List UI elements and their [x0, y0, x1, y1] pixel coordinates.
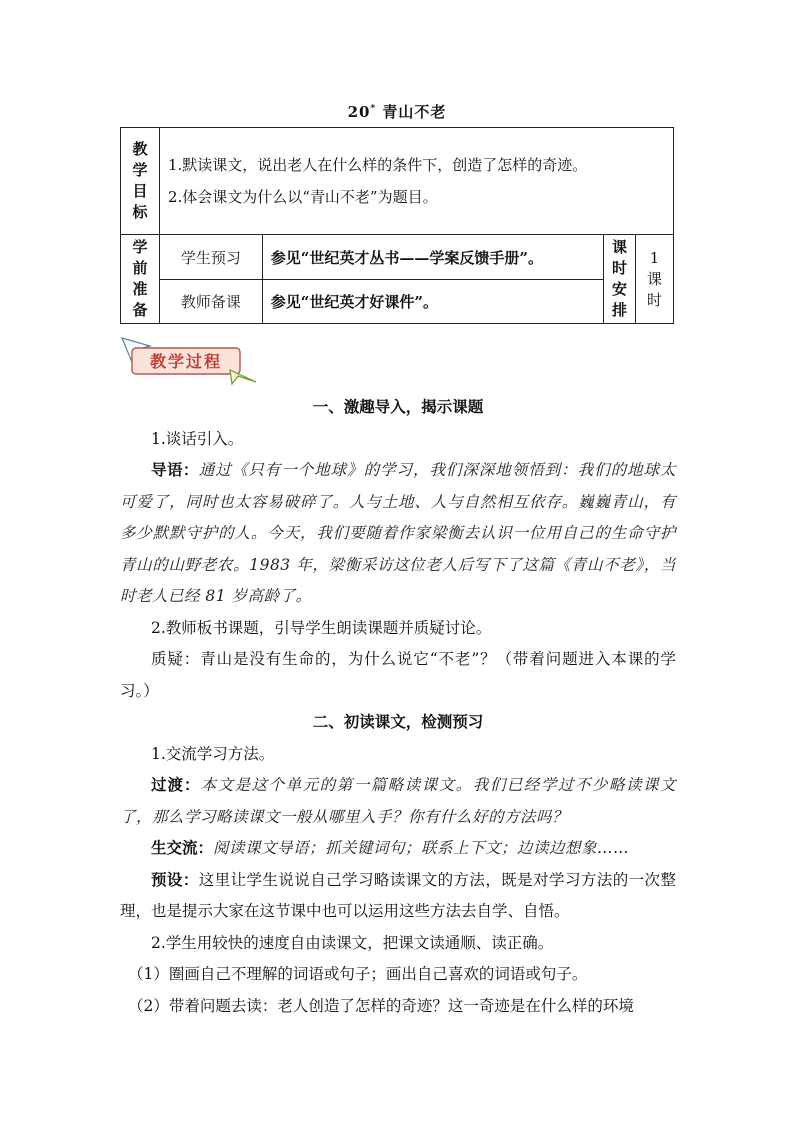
teaching-process — [120, 392, 676, 1022]
step: 2.学生用较快的速度自由读课文，把课文读通顺、读正确。 — [151, 933, 554, 952]
goals-row — [121, 128, 674, 235]
prep-label: 学 前 准 备 — [121, 235, 160, 324]
question-paragraph: 质疑：青山是没有生命的，为什么说它“不老”？（带着问题进入本课的学习。） — [120, 650, 676, 700]
student-prep-ref: 参见“世纪英才丛书——学案反馈手册”。 — [262, 235, 603, 280]
lesson-plan-table — [120, 127, 674, 324]
student-prep-row — [121, 235, 674, 280]
teaching-process-badge — [120, 334, 260, 386]
step: 2.教师板书课题，引导学生朗读课题并质疑讨论。 — [151, 618, 492, 637]
goals-label: 教 学 目 标 — [121, 128, 160, 235]
section-heading: 一、激趣导入，揭示课题 — [312, 398, 484, 416]
lesson-title — [120, 101, 674, 122]
student-prep-label: 学生预习 — [159, 235, 262, 280]
goals-content — [159, 128, 673, 235]
hours-value: 1 课 时 — [636, 235, 674, 324]
lesson-name: 青山不老 — [382, 103, 447, 121]
sub-step: （1）圈画自己不理解的词语或句子；画出自己喜欢的词语或句子。 — [128, 965, 588, 983]
teacher-prep-ref: 参见“世纪英才好课件”。 — [262, 280, 603, 324]
transition-paragraph: 过渡：本文是这个单元的第一篇略读课文。我们已经学过不少略读课文了，那么学习略读课文一般从哪里入手？你有什么好的方法吗？ — [120, 776, 676, 826]
lead-paragraph: 导语：通过《只有一个地球》的学习，我们深深地领悟到：我们的地球太可爱了，同时也太容易破碎了。人与土地、人与自然相互依存。巍巍青山，有多少默默守护的人。今天，我们要随着作家梁衡去认识一位用自己的生命守护青山的山野老农。1983 年，梁衡采访这位老人后写下了这篇《青山不老》，当时老人已经 81 岁高龄了。 — [120, 461, 676, 605]
teacher-prep-label: 教师备课 — [159, 280, 262, 324]
lesson-mark: * — [370, 104, 377, 114]
badge-text: 教学过程 — [149, 352, 223, 371]
student-exchange-paragraph: 生交流：阅读课文导语；抓关键词句；联系上下文；边读边想象…… — [151, 839, 630, 857]
section-heading: 二、初读课文，检测预习 — [312, 713, 484, 731]
sub-step: （2）带着问题去读：老人创造了怎样的奇迹？这一奇迹是在什么样的环境 — [128, 996, 634, 1015]
lesson-number: 20 — [347, 103, 371, 121]
goal-item: 2.体会课文为什么以“青山不老”为题目。 — [167, 188, 438, 206]
preset-paragraph: 预设：这里让学生说说自己学习略读课文的方法，既是对学习方法的一次整理，也是提示大家在这节课中也可以运用这些方法去自学、自悟。 — [120, 870, 676, 920]
goal-item: 1.默读课文，说出老人在什么样的条件下，创造了怎样的奇迹。 — [167, 156, 588, 174]
schedule-label: 课 时 安 排 — [604, 235, 636, 324]
paper-plane-small-icon — [230, 370, 256, 384]
step: 1.交流学习方法。 — [151, 744, 275, 763]
teacher-prep-row — [121, 280, 674, 324]
step: 1.谈话引入。 — [151, 429, 244, 448]
